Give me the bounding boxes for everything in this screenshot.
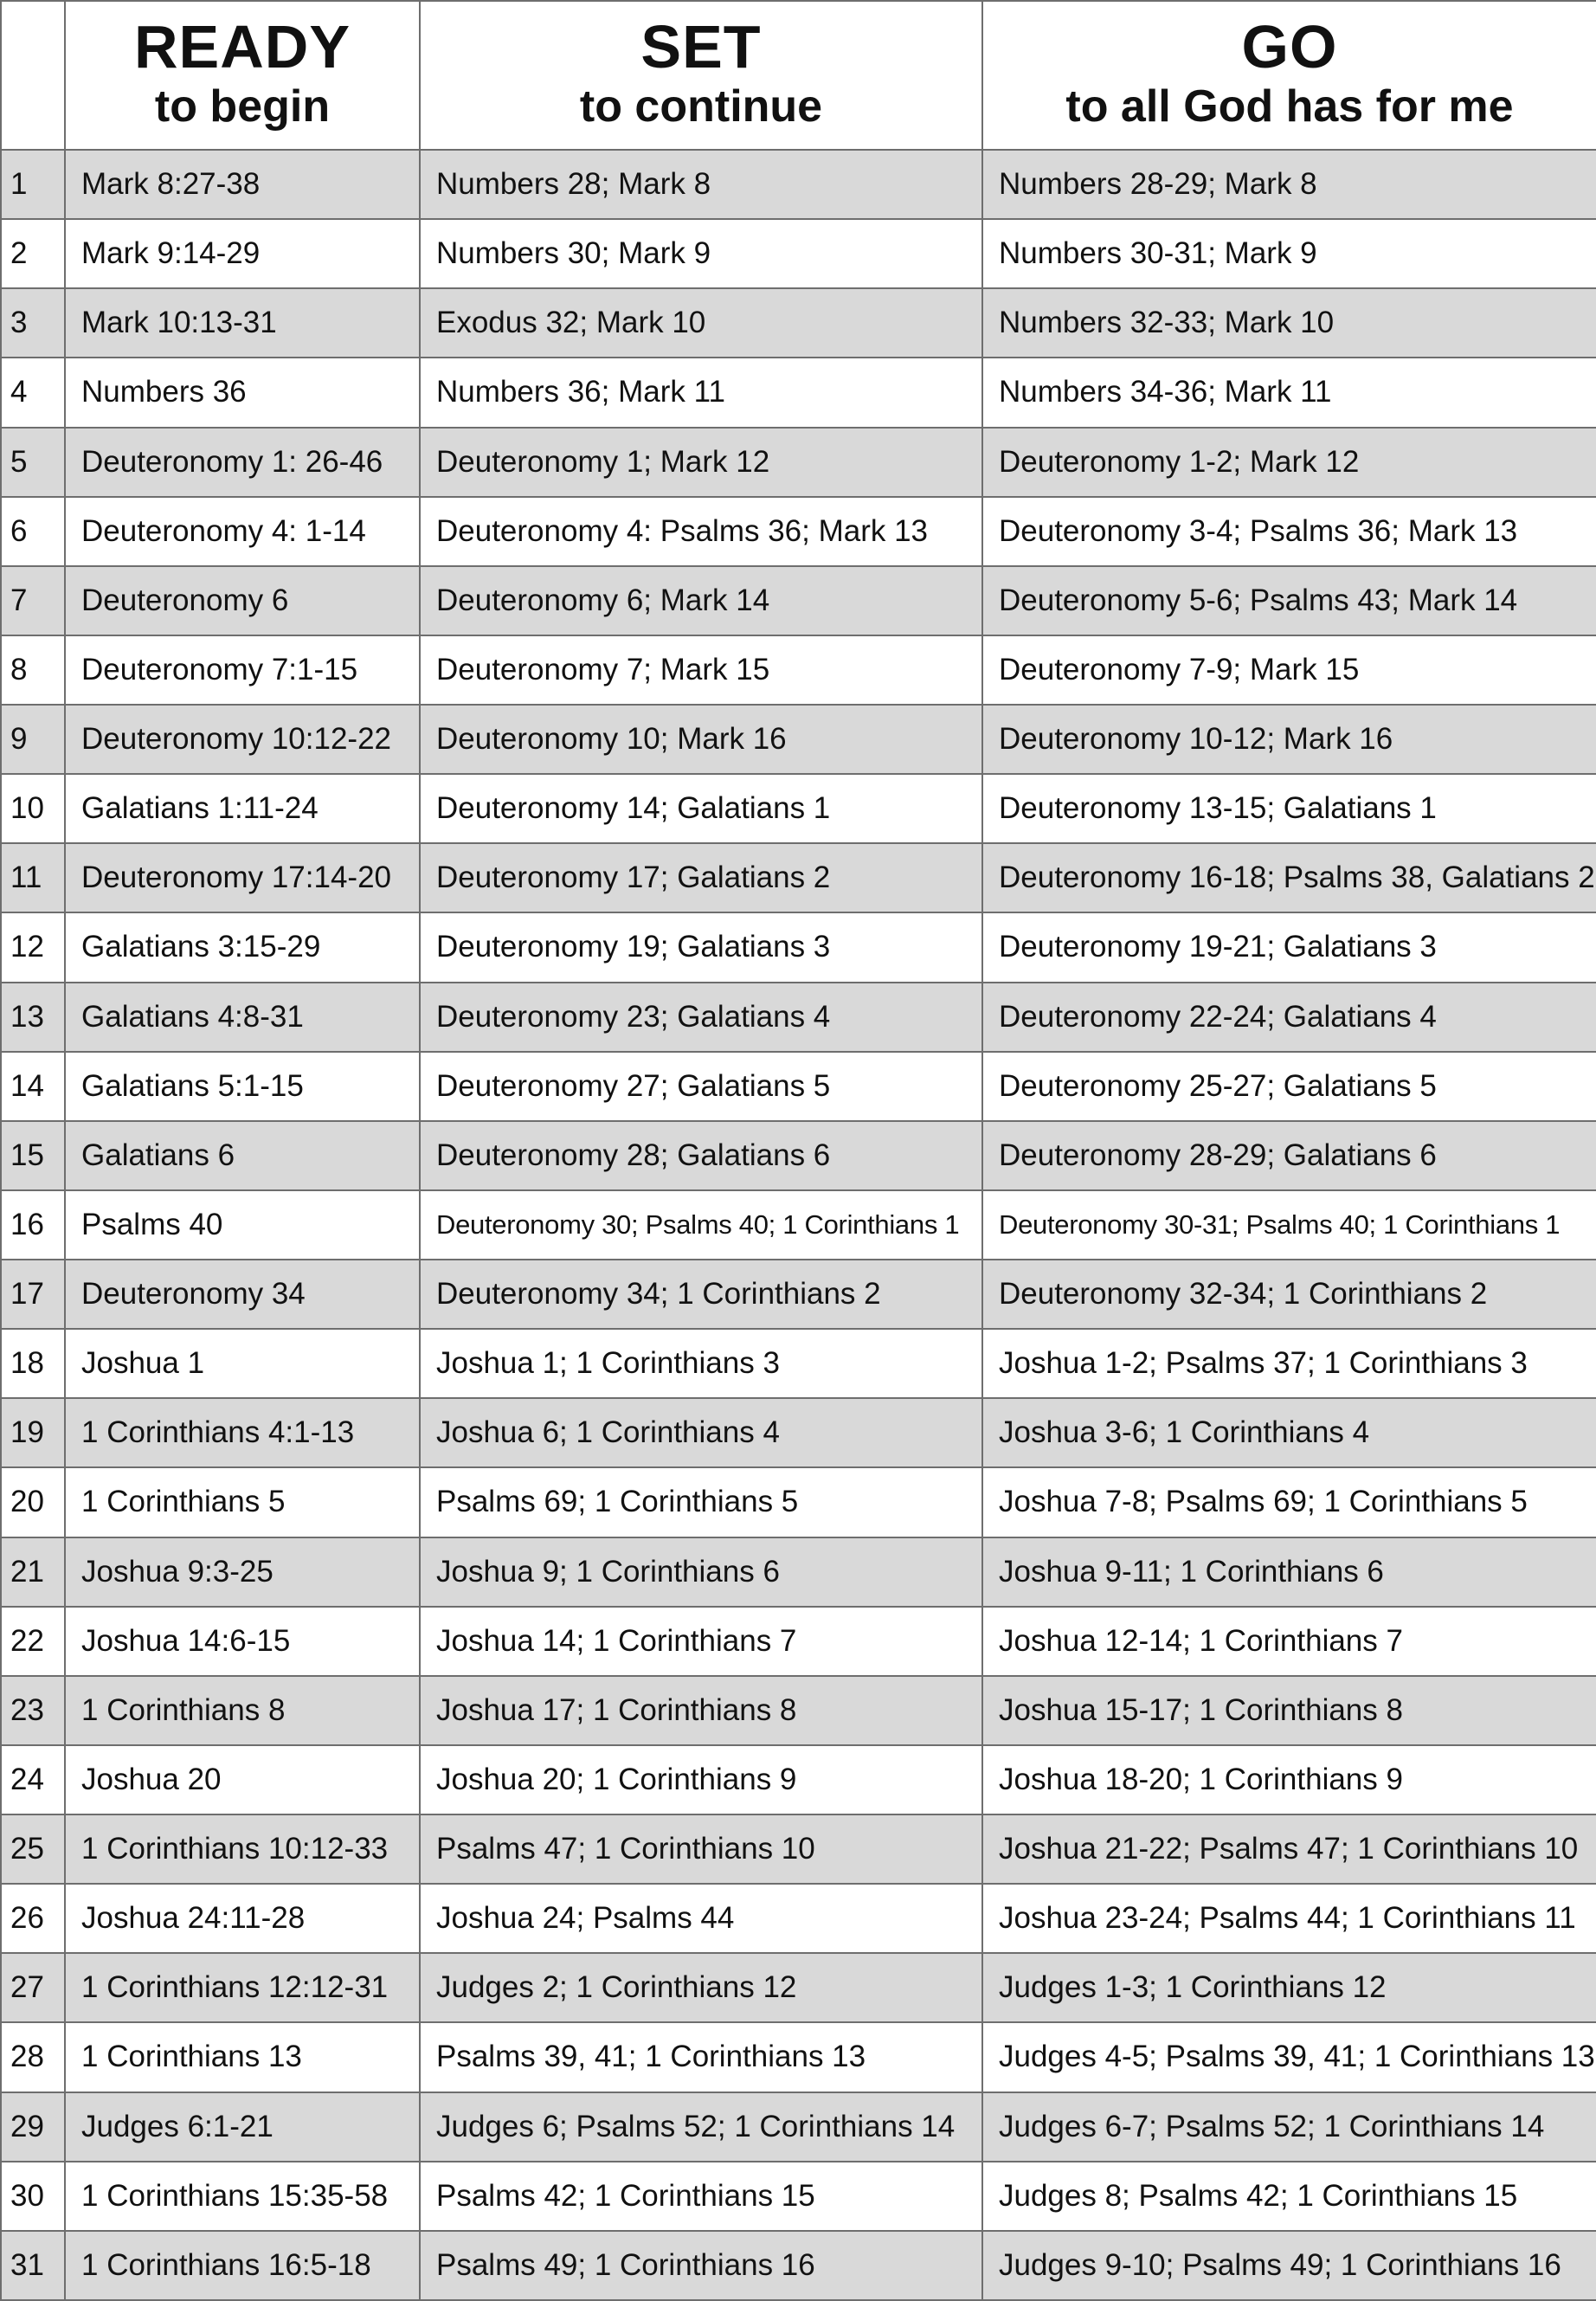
table-row (1, 1676, 1596, 1745)
table-row (1, 1537, 1596, 1607)
set-cell: Numbers 36; Mark 11 (420, 358, 982, 427)
ready-cell: Mark 10:13-31 (65, 288, 420, 358)
table-row (1, 1052, 1596, 1121)
day-cell: 23 (1, 1676, 65, 1745)
go-cell: Joshua 18-20; 1 Corinthians 9 (982, 1745, 1596, 1814)
go-cell: Joshua 12-14; 1 Corinthians 7 (982, 1607, 1596, 1676)
table-row (1, 1260, 1596, 1329)
go-cell: Deuteronomy 5-6; Psalms 43; Mark 14 (982, 566, 1596, 635)
set-cell: Deuteronomy 17; Galatians 2 (420, 843, 982, 912)
header-ready (65, 1, 420, 150)
day-cell: 12 (1, 912, 65, 982)
go-cell: Deuteronomy 10-12; Mark 16 (982, 705, 1596, 774)
go-cell: Numbers 30-31; Mark 9 (982, 219, 1596, 288)
go-cell: Deuteronomy 13-15; Galatians 1 (982, 774, 1596, 843)
set-cell: Deuteronomy 30; Psalms 40; 1 Corinthians 1 (420, 1190, 982, 1260)
day-cell: 19 (1, 1398, 65, 1467)
ready-title: READY (133, 13, 351, 81)
header-go (982, 1, 1596, 150)
day-cell: 27 (1, 1953, 65, 2022)
set-cell: Deuteronomy 19; Galatians 3 (420, 912, 982, 982)
ready-cell: 1 Corinthians 15:35-58 (65, 2162, 420, 2231)
go-cell: Deuteronomy 3-4; Psalms 36; Mark 13 (982, 497, 1596, 566)
ready-cell: Joshua 1 (65, 1329, 420, 1398)
set-cell: Judges 2; 1 Corinthians 12 (420, 1953, 982, 2022)
day-cell: 13 (1, 983, 65, 1052)
set-cell: Psalms 42; 1 Corinthians 15 (420, 2162, 982, 2231)
set-cell: Deuteronomy 1; Mark 12 (420, 428, 982, 497)
day-cell: 24 (1, 1745, 65, 1814)
set-cell: Deuteronomy 4: Psalms 36; Mark 13 (420, 497, 982, 566)
ready-cell: 1 Corinthians 13 (65, 2022, 420, 2092)
ready-cell: Galatians 1:11-24 (65, 774, 420, 843)
day-cell: 31 (1, 2231, 65, 2300)
go-cell: Joshua 15-17; 1 Corinthians 8 (982, 1676, 1596, 1745)
header-set (420, 1, 982, 150)
go-cell: Deuteronomy 30-31; Psalms 40; 1 Corinthians 1 (982, 1190, 1596, 1260)
go-subtitle: to all God has for me (1065, 81, 1514, 132)
go-cell: Joshua 23-24; Psalms 44; 1 Corinthians 11 (982, 1884, 1596, 1953)
ready-subtitle: to begin (154, 81, 331, 132)
table-row (1, 497, 1596, 566)
set-cell: Deuteronomy 27; Galatians 5 (420, 1052, 982, 1121)
go-cell: Judges 8; Psalms 42; 1 Corinthians 15 (982, 2162, 1596, 2231)
set-cell: Joshua 24; Psalms 44 (420, 1884, 982, 1953)
set-cell: Deuteronomy 10; Mark 16 (420, 705, 982, 774)
ready-cell: 1 Corinthians 8 (65, 1676, 420, 1745)
day-cell: 5 (1, 428, 65, 497)
set-cell: Joshua 14; 1 Corinthians 7 (420, 1607, 982, 1676)
day-cell: 28 (1, 2022, 65, 2092)
table-row (1, 1953, 1596, 2022)
table-row (1, 1467, 1596, 1537)
table-row (1, 150, 1596, 219)
table-row (1, 912, 1596, 982)
set-title: SET (640, 13, 762, 81)
table-row (1, 705, 1596, 774)
set-cell: Psalms 39, 41; 1 Corinthians 13 (420, 2022, 982, 2092)
header-row (1, 1, 1596, 150)
day-cell: 17 (1, 1260, 65, 1329)
ready-cell: 1 Corinthians 4:1-13 (65, 1398, 420, 1467)
table-row (1, 983, 1596, 1052)
go-cell: Joshua 3-6; 1 Corinthians 4 (982, 1398, 1596, 1467)
ready-cell: 1 Corinthians 10:12-33 (65, 1814, 420, 1884)
day-cell: 26 (1, 1884, 65, 1953)
day-cell: 16 (1, 1190, 65, 1260)
set-subtitle: to continue (579, 81, 823, 132)
day-cell: 4 (1, 358, 65, 427)
go-cell: Deuteronomy 28-29; Galatians 6 (982, 1121, 1596, 1190)
ready-cell: Joshua 24:11-28 (65, 1884, 420, 1953)
table-row (1, 2092, 1596, 2162)
go-cell: Judges 9-10; Psalms 49; 1 Corinthians 16 (982, 2231, 1596, 2300)
set-cell: Psalms 49; 1 Corinthians 16 (420, 2231, 982, 2300)
day-cell: 6 (1, 497, 65, 566)
table-row (1, 358, 1596, 427)
set-cell: Joshua 20; 1 Corinthians 9 (420, 1745, 982, 1814)
set-cell: Deuteronomy 14; Galatians 1 (420, 774, 982, 843)
ready-cell: Joshua 20 (65, 1745, 420, 1814)
table-row (1, 219, 1596, 288)
ready-cell: Deuteronomy 6 (65, 566, 420, 635)
day-cell: 7 (1, 566, 65, 635)
go-cell: Joshua 7-8; Psalms 69; 1 Corinthians 5 (982, 1467, 1596, 1537)
day-cell: 15 (1, 1121, 65, 1190)
go-title: GO (1241, 13, 1338, 81)
day-cell: 14 (1, 1052, 65, 1121)
ready-cell: Mark 9:14-29 (65, 219, 420, 288)
ready-cell: Deuteronomy 34 (65, 1260, 420, 1329)
day-cell: 10 (1, 774, 65, 843)
table-row (1, 774, 1596, 843)
table-row (1, 1121, 1596, 1190)
day-cell: 29 (1, 2092, 65, 2162)
go-cell: Joshua 9-11; 1 Corinthians 6 (982, 1537, 1596, 1607)
day-cell: 8 (1, 635, 65, 705)
go-cell: Deuteronomy 25-27; Galatians 5 (982, 1052, 1596, 1121)
set-cell: Numbers 30; Mark 9 (420, 219, 982, 288)
go-cell: Numbers 32-33; Mark 10 (982, 288, 1596, 358)
go-cell: Deuteronomy 7-9; Mark 15 (982, 635, 1596, 705)
set-cell: Deuteronomy 23; Galatians 4 (420, 983, 982, 1052)
table-row (1, 1814, 1596, 1884)
ready-cell: Deuteronomy 1: 26-46 (65, 428, 420, 497)
header-day (1, 1, 65, 150)
ready-cell: 1 Corinthians 16:5-18 (65, 2231, 420, 2300)
ready-cell: Joshua 14:6-15 (65, 1607, 420, 1676)
table-row (1, 635, 1596, 705)
day-cell: 22 (1, 1607, 65, 1676)
set-cell: Joshua 9; 1 Corinthians 6 (420, 1537, 982, 1607)
day-cell: 9 (1, 705, 65, 774)
set-cell: Exodus 32; Mark 10 (420, 288, 982, 358)
ready-cell: Deuteronomy 17:14-20 (65, 843, 420, 912)
table-row (1, 2231, 1596, 2300)
table-row (1, 1190, 1596, 1260)
table-row (1, 1398, 1596, 1467)
day-cell: 1 (1, 150, 65, 219)
ready-cell: Judges 6:1-21 (65, 2092, 420, 2162)
ready-cell: Numbers 36 (65, 358, 420, 427)
set-cell: Deuteronomy 28; Galatians 6 (420, 1121, 982, 1190)
set-cell: Judges 6; Psalms 52; 1 Corinthians 14 (420, 2092, 982, 2162)
day-cell: 21 (1, 1537, 65, 1607)
go-cell: Judges 4-5; Psalms 39, 41; 1 Corinthians 13 (982, 2022, 1596, 2092)
table-row (1, 1745, 1596, 1814)
ready-cell: 1 Corinthians 12:12-31 (65, 1953, 420, 2022)
ready-cell: Deuteronomy 4: 1-14 (65, 497, 420, 566)
ready-cell: Psalms 40 (65, 1190, 420, 1260)
go-cell: Joshua 1-2; Psalms 37; 1 Corinthians 3 (982, 1329, 1596, 1398)
ready-cell: Galatians 3:15-29 (65, 912, 420, 982)
day-cell: 18 (1, 1329, 65, 1398)
ready-cell: Galatians 6 (65, 1121, 420, 1190)
ready-cell: Deuteronomy 7:1-15 (65, 635, 420, 705)
set-cell: Joshua 6; 1 Corinthians 4 (420, 1398, 982, 1467)
plan-body (1, 150, 1596, 2300)
set-cell: Joshua 17; 1 Corinthians 8 (420, 1676, 982, 1745)
go-cell: Deuteronomy 32-34; 1 Corinthians 2 (982, 1260, 1596, 1329)
ready-cell: Mark 8:27-38 (65, 150, 420, 219)
set-cell: Numbers 28; Mark 8 (420, 150, 982, 219)
table-row (1, 1329, 1596, 1398)
day-cell: 11 (1, 843, 65, 912)
set-cell: Joshua 1; 1 Corinthians 3 (420, 1329, 982, 1398)
table-row (1, 566, 1596, 635)
table-row (1, 2162, 1596, 2231)
go-cell: Numbers 34-36; Mark 11 (982, 358, 1596, 427)
go-cell: Judges 1-3; 1 Corinthians 12 (982, 1953, 1596, 2022)
go-cell: Deuteronomy 16-18; Psalms 38, Galatians 2 (982, 843, 1596, 912)
set-cell: Psalms 47; 1 Corinthians 10 (420, 1814, 982, 1884)
set-cell: Deuteronomy 6; Mark 14 (420, 566, 982, 635)
ready-cell: Galatians 5:1-15 (65, 1052, 420, 1121)
day-cell: 30 (1, 2162, 65, 2231)
table-row (1, 1607, 1596, 1676)
table-row (1, 288, 1596, 358)
go-cell: Numbers 28-29; Mark 8 (982, 150, 1596, 219)
go-cell: Deuteronomy 19-21; Galatians 3 (982, 912, 1596, 982)
table-row (1, 2022, 1596, 2092)
table-row (1, 428, 1596, 497)
ready-cell: Joshua 9:3-25 (65, 1537, 420, 1607)
set-cell: Psalms 69; 1 Corinthians 5 (420, 1467, 982, 1537)
day-cell: 20 (1, 1467, 65, 1537)
set-cell: Deuteronomy 34; 1 Corinthians 2 (420, 1260, 982, 1329)
go-cell: Judges 6-7; Psalms 52; 1 Corinthians 14 (982, 2092, 1596, 2162)
day-cell: 25 (1, 1814, 65, 1884)
day-cell: 3 (1, 288, 65, 358)
ready-cell: Deuteronomy 10:12-22 (65, 705, 420, 774)
set-cell: Deuteronomy 7; Mark 15 (420, 635, 982, 705)
table-row (1, 1884, 1596, 1953)
go-cell: Joshua 21-22; Psalms 47; 1 Corinthians 10 (982, 1814, 1596, 1884)
day-cell: 2 (1, 219, 65, 288)
ready-cell: Galatians 4:8-31 (65, 983, 420, 1052)
go-cell: Deuteronomy 1-2; Mark 12 (982, 428, 1596, 497)
table-row (1, 843, 1596, 912)
ready-cell: 1 Corinthians 5 (65, 1467, 420, 1537)
go-cell: Deuteronomy 22-24; Galatians 4 (982, 983, 1596, 1052)
